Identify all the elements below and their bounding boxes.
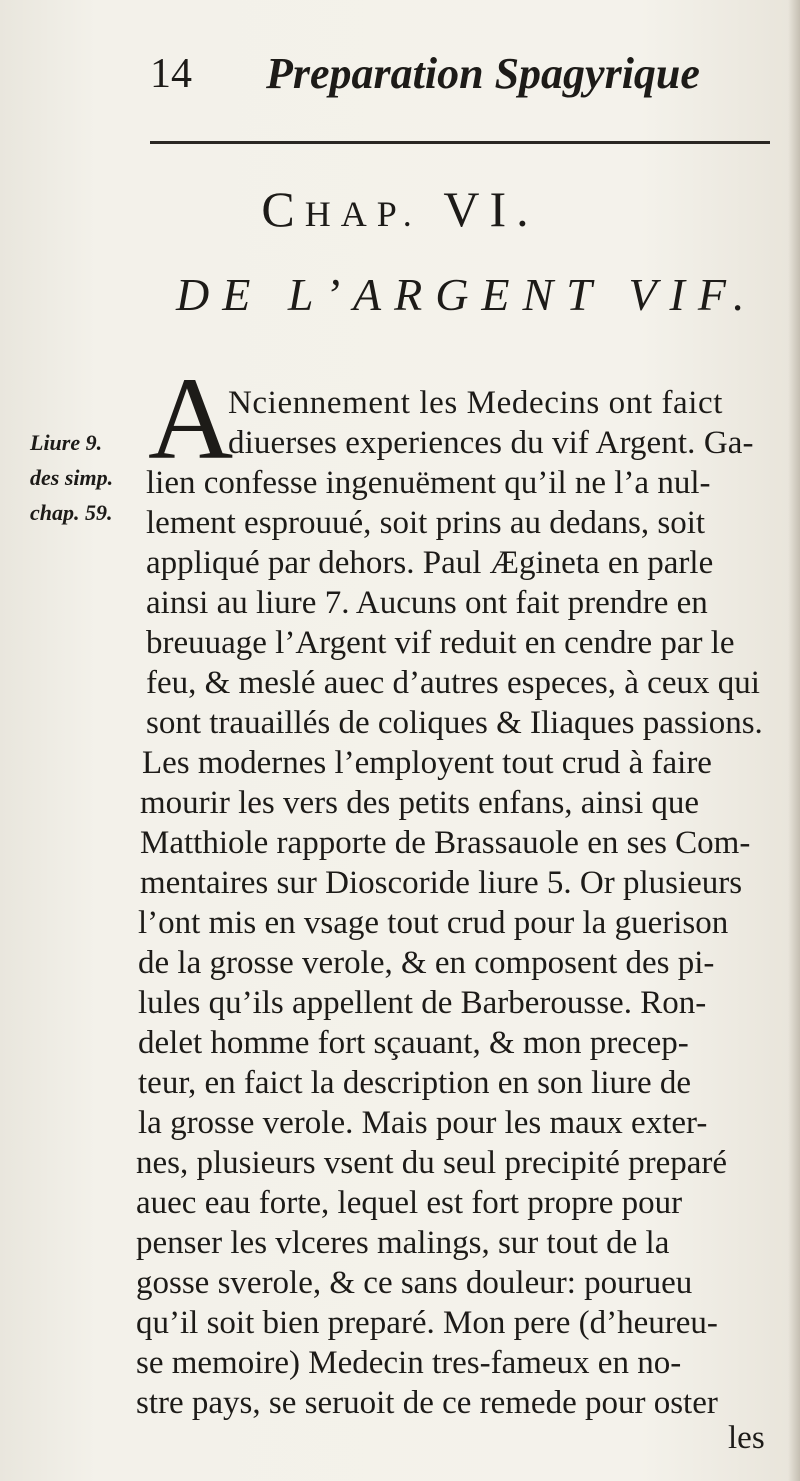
chapter-heading	[0, 180, 800, 238]
margin-note-line: chap. 59.	[30, 500, 113, 525]
body-line: sont trauaillés de coliques & Iliaques passions.	[146, 705, 763, 741]
body-line: breuuage l’Argent vif reduit en cendre par le	[146, 625, 735, 661]
body-line: auec eau forte, lequel est fort propre pour	[136, 1185, 683, 1221]
body-line: ainsi au liure 7. Aucuns ont fait prendre en	[146, 585, 708, 621]
body-line: delet homme fort sçauant, & mon precep-	[138, 1025, 689, 1061]
body-line: mentaires sur Dioscoride liure 5. Or plusieurs	[140, 865, 743, 901]
body-line: Matthiole rapporte de Brassauole en ses Com-	[140, 825, 751, 861]
body-line: diuerses experiences du vif Argent. Ga-	[228, 425, 754, 461]
chapter-title: DE L’ARGENT VIF.	[176, 269, 758, 320]
body-line: penser les vlceres malings, sur tout de la	[136, 1225, 670, 1261]
body-line: teur, en faict la description en son liure de	[138, 1065, 692, 1101]
running-title: Preparation Spagyrique	[266, 49, 700, 98]
margin-note-line: des simp.	[30, 465, 114, 490]
body-line: lules qu’ils appellent de Barberousse. Ron-	[138, 985, 707, 1021]
margin-note	[30, 425, 142, 530]
body-line: qu’il soit bien preparé. Mon pere (d’heureu-	[136, 1305, 718, 1341]
drop-cap: A	[148, 353, 234, 484]
body-line: la grosse verole. Mais pour les maux exter-	[138, 1105, 708, 1141]
body-line: Les modernes l’employent tout crud à faire	[142, 745, 712, 781]
body-line: nes, plusieurs vsent du seul precipité preparé	[136, 1145, 728, 1181]
body-line: se memoire) Medecin tres-fameux en no-	[136, 1345, 682, 1381]
body-line: lien confesse ingenuëment qu’il ne l’a nul-	[146, 465, 711, 501]
chapter-heading-rest: HAP.	[304, 194, 422, 234]
body-line: lement esprouué, soit prins au dedans, soit	[146, 505, 706, 541]
chapter-heading-initial: C	[261, 181, 305, 237]
body-line: feu, & meslé auec d’autres especes, à ceux qui	[146, 665, 760, 701]
body-line: appliqué par dehors. Paul Ægineta en parle	[146, 545, 714, 581]
chapter-number: VI.	[443, 181, 539, 237]
body-line: gosse sverole, & ce sans douleur: pourueu	[136, 1265, 693, 1301]
margin-note-line: Liure 9.	[30, 430, 103, 455]
body-line: l’ont mis en vsage tout crud pour la guerison	[138, 905, 729, 941]
body-line: de la grosse verole, & en composent des pi-	[138, 945, 715, 981]
body-line: Nciennement les Medecins ont faict	[228, 385, 724, 421]
header-rule	[150, 141, 770, 144]
body-line: stre pays, se seruoit de ce remede pour oster	[136, 1385, 718, 1421]
body-line: mourir les vers des petits enfans, ainsi que	[140, 785, 700, 821]
page-number: 14	[150, 51, 192, 97]
catchword: les	[728, 1420, 765, 1456]
running-head	[140, 42, 780, 102]
